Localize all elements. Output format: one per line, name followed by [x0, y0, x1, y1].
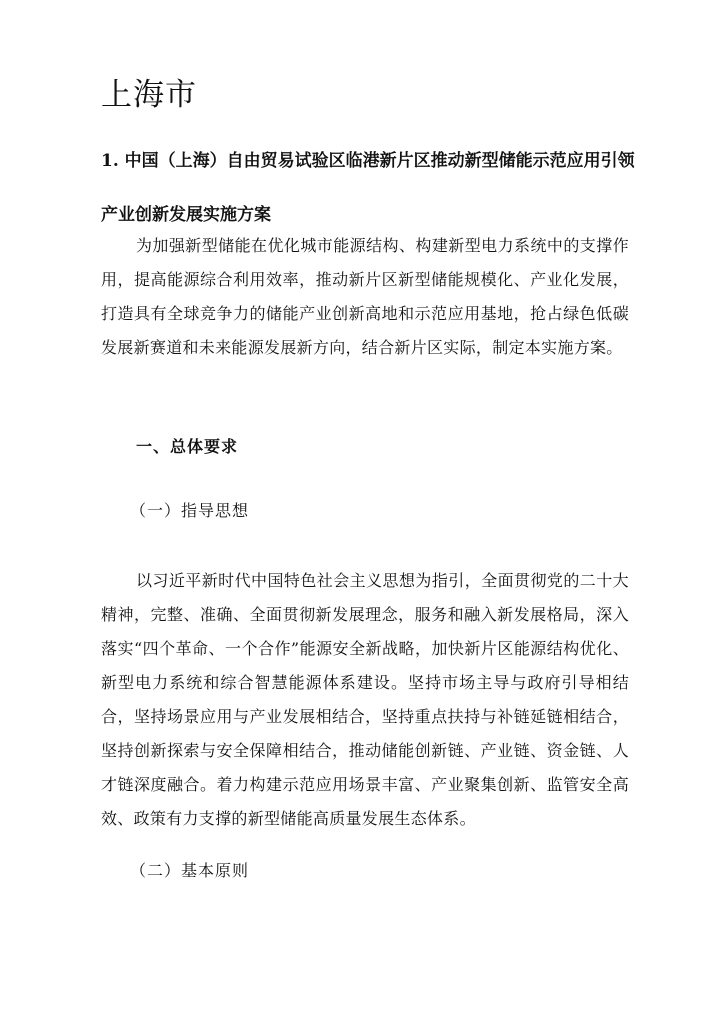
subsection-heading-basic-principles: （二）基本原则	[130, 861, 250, 880]
guiding-ideology-paragraph: 以习近平新时代中国特色社会主义思想为指引，全面贯彻党的二十大精神，完整、准确、全面贯彻新发展理念，服务和融入新发展格局，深入落实“四个革命、一个合作”能源安全新战略，加快新片区能源结构优化、新型电力系统和综合智慧能源体系建设。坚持市场主导与政府引导相结合，坚持场景应用与产业发展相结合，坚持重点扶持与补链延链相结合，坚持创新探索与安全保障相结合，推动储能创新链、产业链、资金链、人才链深度融合。着力构建示范应用场景丰富、产业聚集创新、监管安全高效、政策有力支撑的新型储能高质量发展生态体系。	[101, 571, 629, 828]
section-heading-overall-requirements: 一、总体要求	[136, 437, 239, 456]
document-title-line-1: 1. 中国（上海）自由贸易试验区临港新片区推动新型储能示范应用引领	[101, 151, 635, 171]
intro-paragraph: 为加强新型储能在优化城市能源结构、构建新型电力系统中的支撑作用，提高能源综合利用效率，推动新片区新型储能规模化、产业化发展，打造具有全球竞争力的储能产业创新高地和示范应用基地，抢占绿色低碳发展新赛道和未来能源发展新方向，结合新片区实际，制定本实施方案。	[101, 236, 629, 357]
subsection-heading-guiding-ideology: （一）指导思想	[130, 501, 250, 520]
document-title	[101, 143, 651, 233]
city-title: 上海市	[101, 77, 197, 113]
document-title-line-2: 产业创新发展实施方案	[101, 205, 271, 225]
